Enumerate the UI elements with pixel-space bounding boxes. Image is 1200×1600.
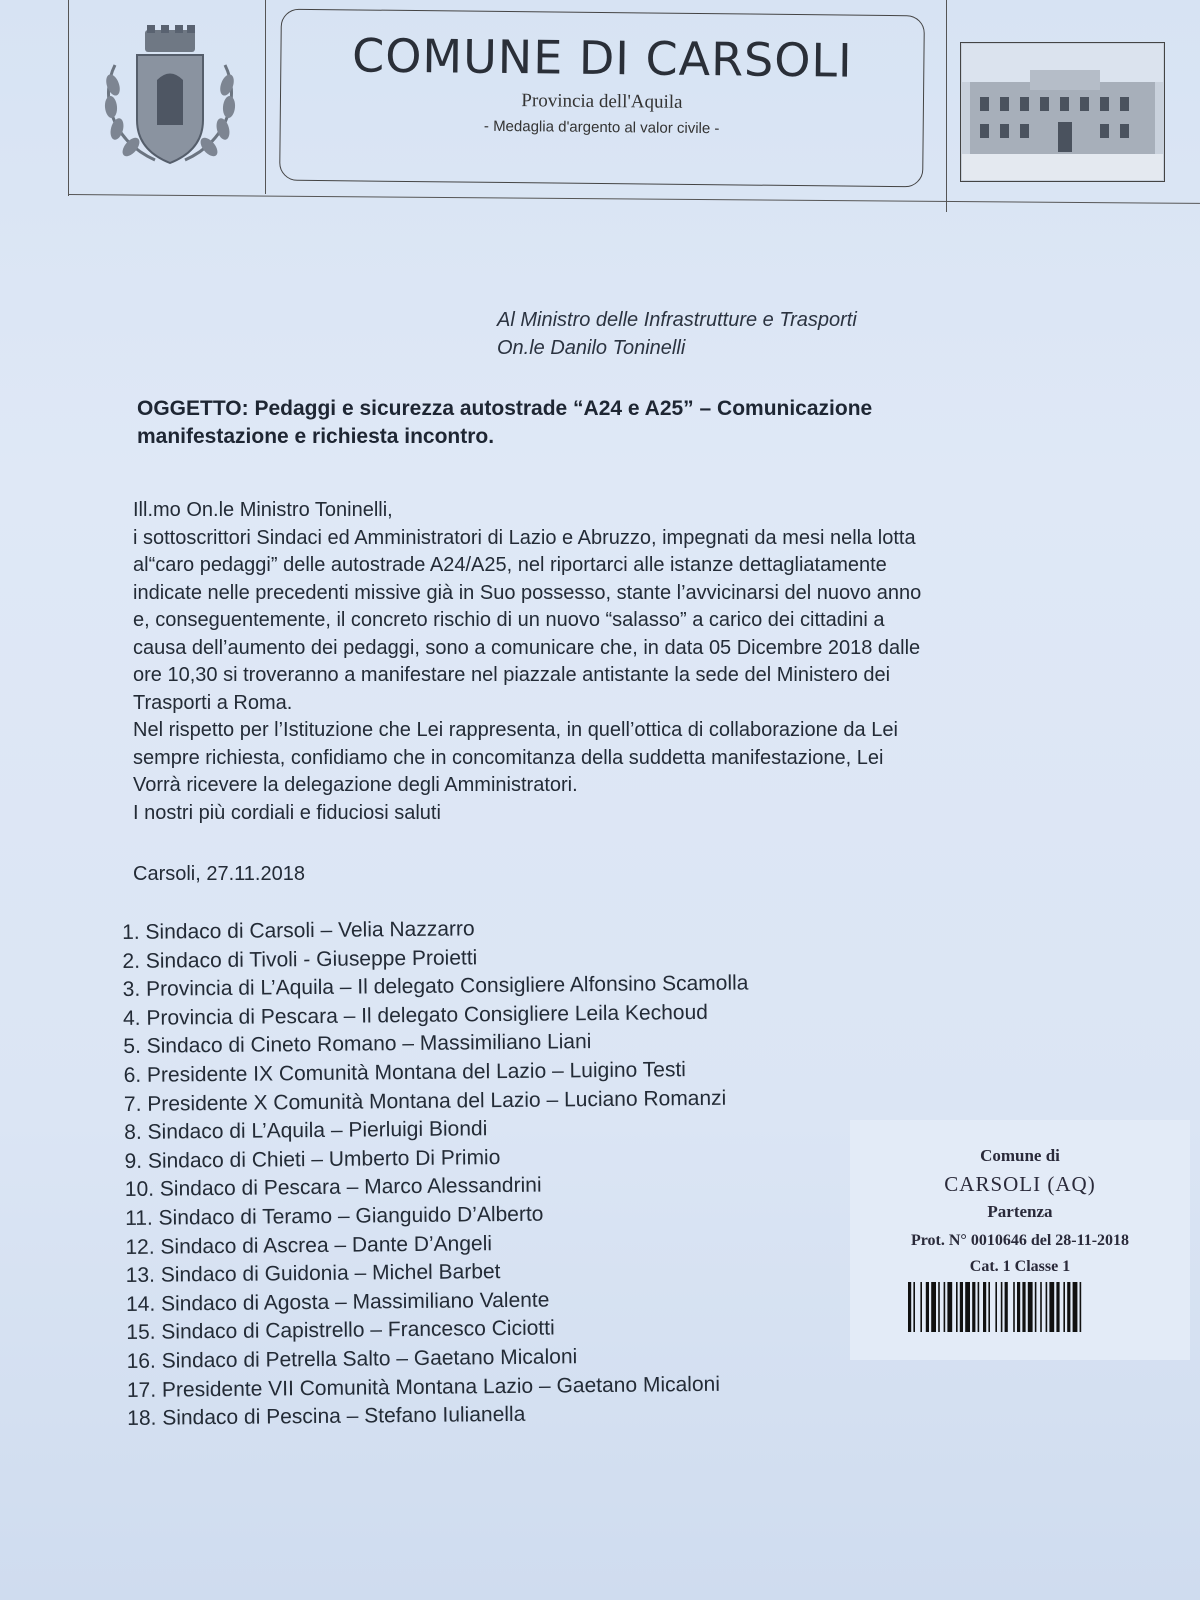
list-item: 11. Sindaco di Teramo – Gianguido D’Alberto: [125, 1202, 544, 1230]
body-line: Vorrà ricevere la delegazione degli Amministratori.: [133, 774, 578, 796]
addressee-line: Al Ministro delle Infrastrutture e Trasporti: [497, 309, 857, 331]
list-item: 15. Sindaco di Capistrello – Francesco Ciciotti: [126, 1316, 555, 1345]
list-item: 6. Presidente IX Comunità Montana del Lazio – Luigino Testi: [123, 1058, 687, 1087]
barcode-icon: [908, 1282, 1170, 1332]
list-item: 17. Presidente VII Comunità Montana Lazio – Gaetano Micaloni: [126, 1372, 721, 1402]
medal-subtitle: - Medaglia d'argento al valor civile -: [483, 117, 720, 138]
subject-line: OGGETTO: Pedaggi e sicurezza autostrade “A24 e A25” – Comunicazione: [137, 397, 873, 420]
place-date: Carsoli, 27.11.2018: [133, 863, 305, 885]
province-subtitle: Provincia dell'Aquila: [521, 90, 683, 113]
list-item: 13. Sindaco di Guidonia – Michel Barbet: [125, 1260, 501, 1288]
body-line: indicate nelle precedenti missive già in Suo possesso, stante l’avvicinarsi del nuovo anno: [133, 581, 922, 604]
town-hall-photo: [960, 42, 1165, 182]
body-line: e, conseguentemente, il concreto rischio di un nuovo “salasso” a carico dei cittadini a: [133, 609, 885, 631]
stamp-line: CARSOLI (AQ): [944, 1172, 1096, 1196]
list-item: 3. Provincia di L’Aquila – Il delegato Consigliere Alfonsino Scamolla: [122, 971, 749, 1002]
body-line: al“caro pedaggi” delle autostrade A24/A25, nel riportarci alle istanze dettagliatamente: [133, 554, 887, 576]
body-line: i sottoscrittori Sindaci ed Amministratori di Lazio e Abruzzo, impegnati da mesi nella lotta: [133, 526, 916, 549]
list-item: 12. Sindaco di Ascrea – Dante D’Angeli: [125, 1231, 493, 1259]
list-item: 4. Provincia di Pescara – Il delegato Consigliere Leila Kechoud: [122, 1000, 708, 1030]
signers-list: [122, 911, 887, 1434]
addressee-line: On.le Danilo Toninelli: [497, 337, 686, 359]
stamp-line: Comune di: [980, 1146, 1060, 1165]
list-item: 8. Sindaco di L’Aquila – Pierluigi Biondi: [124, 1117, 488, 1145]
body-line: ore 10,30 si troveranno a manifestare nel piazzale antistante la sede del Ministero dei: [133, 664, 891, 686]
list-item: 10. Sindaco di Pescara – Marco Alessandrini: [124, 1173, 542, 1202]
stamp-line: Partenza: [987, 1202, 1053, 1221]
list-item: 16. Sindaco di Petrella Salto – Gaetano Micaloni: [126, 1345, 578, 1373]
list-item: 9. Sindaco di Chieti – Umberto Di Primio: [124, 1145, 501, 1173]
header-divider: [946, 0, 947, 212]
body-line: Trasporti a Roma.: [133, 691, 293, 714]
town-crest-icon: [95, 25, 245, 170]
stamp-line: Prot. N° 0010646 del 28-11-2018: [910, 1232, 1130, 1249]
body-line: sempre richiesta, confidiamo che in concomitanza della suddetta manifestazione, Lei: [133, 746, 884, 769]
header-title-box: [279, 9, 925, 188]
page-title: COMUNE DI CARSOLI: [351, 28, 853, 88]
body-line: Ill.mo On.le Ministro Toninelli,: [133, 499, 393, 521]
subject-line: manifestazione e richiesta incontro.: [137, 425, 495, 448]
body-line: I nostri più cordiali e fiduciosi saluti: [133, 801, 441, 824]
header-divider: [265, 0, 266, 194]
subject-block: [137, 395, 1017, 451]
protocol-stamp: [850, 1120, 1190, 1360]
list-item: 14. Sindaco di Agosta – Massimiliano Valente: [125, 1288, 550, 1316]
list-item: 18. Sindaco di Pescina – Stefano Iulianella: [127, 1402, 526, 1431]
letter-body: [133, 497, 1133, 827]
stamp-line: Cat. 1 Classe 1: [969, 1258, 1071, 1275]
body-line: Nel rispetto per l’Istituzione che Lei rappresenta, in quell’ottica di collaborazione da Lei: [133, 719, 898, 741]
body-line: causa dell’aumento dei pedaggi, sono a comunicare che, in data 05 Dicembre 2018 dalle: [133, 636, 921, 659]
header-divider: [68, 0, 69, 196]
addressee-block: [497, 306, 857, 362]
list-item: 1. Sindaco di Carsoli – Velia Nazzarro: [122, 917, 475, 944]
list-item: 5. Sindaco di Cineto Romano – Massimiliano Liani: [123, 1030, 592, 1059]
list-item: 2. Sindaco di Tivoli - Giuseppe Proietti: [122, 945, 478, 973]
list-item: 7. Presidente X Comunità Montana del Lazio – Luciano Romanzi: [123, 1086, 727, 1116]
header-rule: [68, 194, 1200, 204]
